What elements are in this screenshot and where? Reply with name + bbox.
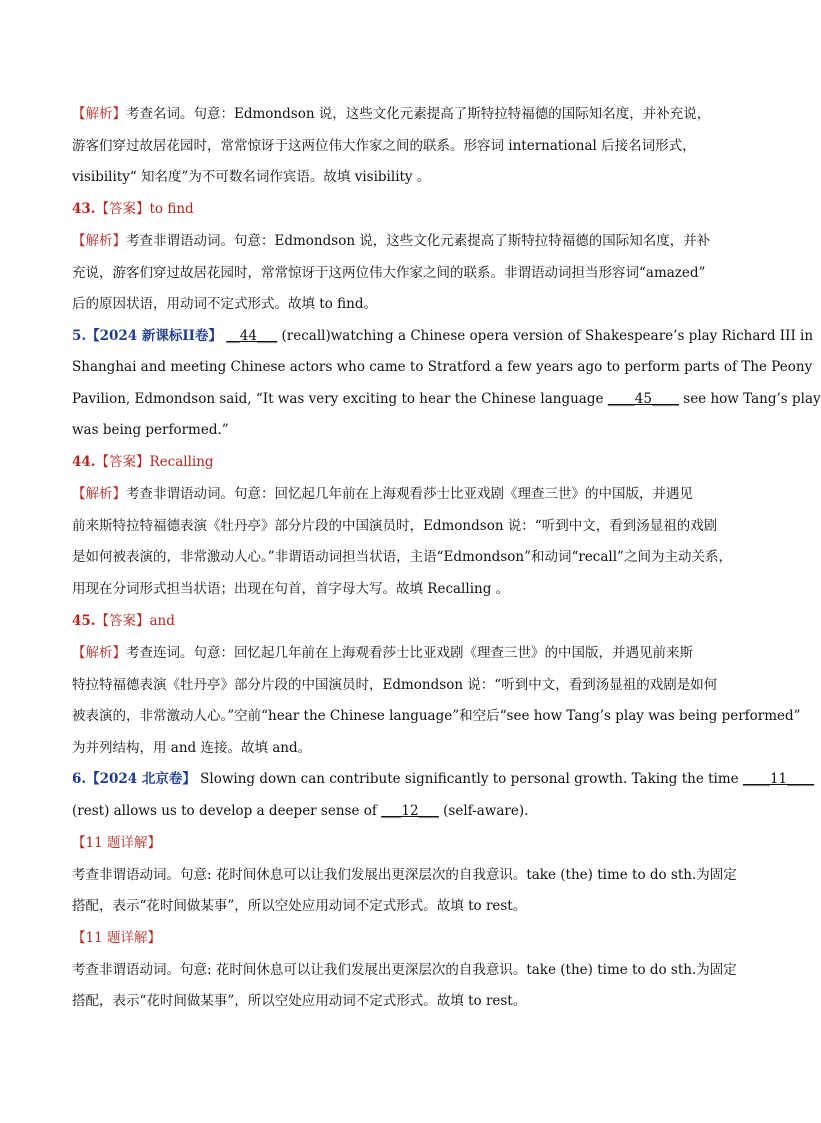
analysis-text: 考查名词。句意：Edmondson 说，这些文化元素提高了斯特拉特福德的国际知名度，并补充说， <box>126 106 711 122</box>
question-6-line-1 <box>72 769 814 789</box>
answer-number: 43. <box>72 201 96 217</box>
answer-tag: 【答案】 <box>95 613 150 629</box>
answer-44 <box>72 452 214 472</box>
analysis-45-line-4: 为并列结构，用 and 连接。故填 and。 <box>72 740 312 756</box>
question-number: 5. <box>72 328 87 344</box>
answer-value: Recalling <box>149 454 214 470</box>
question-text: (recall)watching a Chinese opera version of Shakespeare’s play Richard III in <box>281 328 814 344</box>
question-text: (self-aware). <box>443 803 529 819</box>
question-5-line-3 <box>72 389 821 409</box>
answer-tag: 【答案】 <box>95 454 150 470</box>
answer-number: 44. <box>72 454 96 470</box>
analysis-44-line-4: 用现在分词形式担当状语；出现在句首，首字母大写。故填 Recalling 。 <box>72 581 510 597</box>
blank-11: ____11____ <box>742 771 815 787</box>
question-5-line-1 <box>72 326 813 346</box>
analysis-42-line-1 <box>72 104 710 124</box>
detail-11-line-1: 考查非谓语动词。句意: 花时间休息可以让我们发展出更深层次的自我意识。take (the) time to do sth.为固定 <box>72 962 737 978</box>
analysis-43-line-1 <box>72 231 710 251</box>
question-text: Pavilion, Edmondson said, “It was very exciting to hear the Chinese language <box>72 391 604 407</box>
analysis-44-line-3: 是如何被表演的，非常激动人心。”非谓语动词担当状语，主语“Edmondson”和动词“recall”之间为主动关系， <box>72 549 732 565</box>
question-text: (rest) allows us to develop a deeper sense of <box>72 803 377 819</box>
analysis-42-line-2: 游客们穿过故居花园时，常常惊讶于这两位伟大作家之间的联系。形容词 international 后接名词形式， <box>72 138 696 154</box>
question-source: 【2024 新课标ⅠⅠ卷】 <box>86 328 222 344</box>
analysis-text: 考查非谓语动词。句意：回忆起几年前在上海观看莎士比亚戏剧《理查三世》的中国版，并遇见 <box>126 486 693 502</box>
detail-11-line-2: 搭配，表示“花时间做某事”，所以空处应用动词不定式形式。故填 to rest。 <box>72 898 527 914</box>
analysis-45-line-2: 特拉特福德表演《牡丹亭》部分片段的中国演员时，Edmondson 说：“听到中文，看到汤显祖的戏剧是如何 <box>72 677 718 693</box>
analysis-tag: 【解析】 <box>72 106 126 122</box>
analysis-text: 考查连词。句意：回忆起几年前在上海观看莎士比亚戏剧《理查三世》的中国版，并遇见前来斯 <box>126 645 693 661</box>
detail-11-heading: 【11 题详解】 <box>72 835 161 851</box>
detail-11-line-1: 考查非谓语动词。句意: 花时间休息可以让我们发展出更深层次的自我意识。take (the) time to do sth.为固定 <box>72 867 737 883</box>
analysis-43-line-2: 充说，游客们穿过故居花园时，常常惊讶于这两位伟大作家之间的联系。非谓语动词担当形容词“amazed” <box>72 265 706 281</box>
analysis-42-line-3: visibility“ 知名度”为不可数名词作宾语。故填 visibility 。 <box>72 169 431 185</box>
analysis-43-line-3: 后的原因状语，用动词不定式形式。故填 to find。 <box>72 296 377 312</box>
blank-12: ___12___ <box>381 803 439 819</box>
analysis-44-line-2: 前来斯特拉特福德表演《牡丹亭》部分片段的中国演员时，Edmondson 说：“听到中文，看到汤显祖的戏剧 <box>72 518 718 534</box>
analysis-44-line-1 <box>72 484 693 504</box>
analysis-text: 考查非谓语动词。句意：Edmondson 说，这些文化元素提高了斯特拉特福德的国际知名度，并补 <box>126 233 711 249</box>
answer-43 <box>72 199 194 219</box>
answer-value: to find <box>149 201 194 217</box>
question-source: 【2024 北京卷】 <box>86 771 196 787</box>
analysis-45-line-1 <box>72 643 693 663</box>
blank-44: __44___ <box>226 328 278 344</box>
answer-number: 45. <box>72 613 96 629</box>
analysis-45-line-3: 被表演的，非常激动人心。”空前“hear the Chinese language”和空后“see how Tang’s play was being performed” <box>72 708 801 724</box>
question-number: 6. <box>72 771 87 787</box>
answer-tag: 【答案】 <box>95 201 150 217</box>
question-5-line-4: was being performed.” <box>72 422 229 438</box>
question-text: see how Tang’s play <box>683 391 821 407</box>
analysis-tag: 【解析】 <box>72 233 126 249</box>
analysis-tag: 【解析】 <box>72 486 126 502</box>
question-5-line-2: Shanghai and meeting Chinese actors who came to Stratford a few years ago to perform parts of The Peony <box>72 359 813 375</box>
detail-11-heading: 【11 题详解】 <box>72 930 161 946</box>
question-6-line-2 <box>72 801 528 821</box>
blank-45: ____45____ <box>607 391 679 407</box>
question-text: Slowing down can contribute significantly to personal growth. Taking the time <box>200 771 739 787</box>
answer-45 <box>72 611 175 631</box>
detail-11-line-2: 搭配，表示“花时间做某事”，所以空处应用动词不定式形式。故填 to rest。 <box>72 993 527 1009</box>
analysis-tag: 【解析】 <box>72 645 126 661</box>
answer-value: and <box>149 613 175 629</box>
